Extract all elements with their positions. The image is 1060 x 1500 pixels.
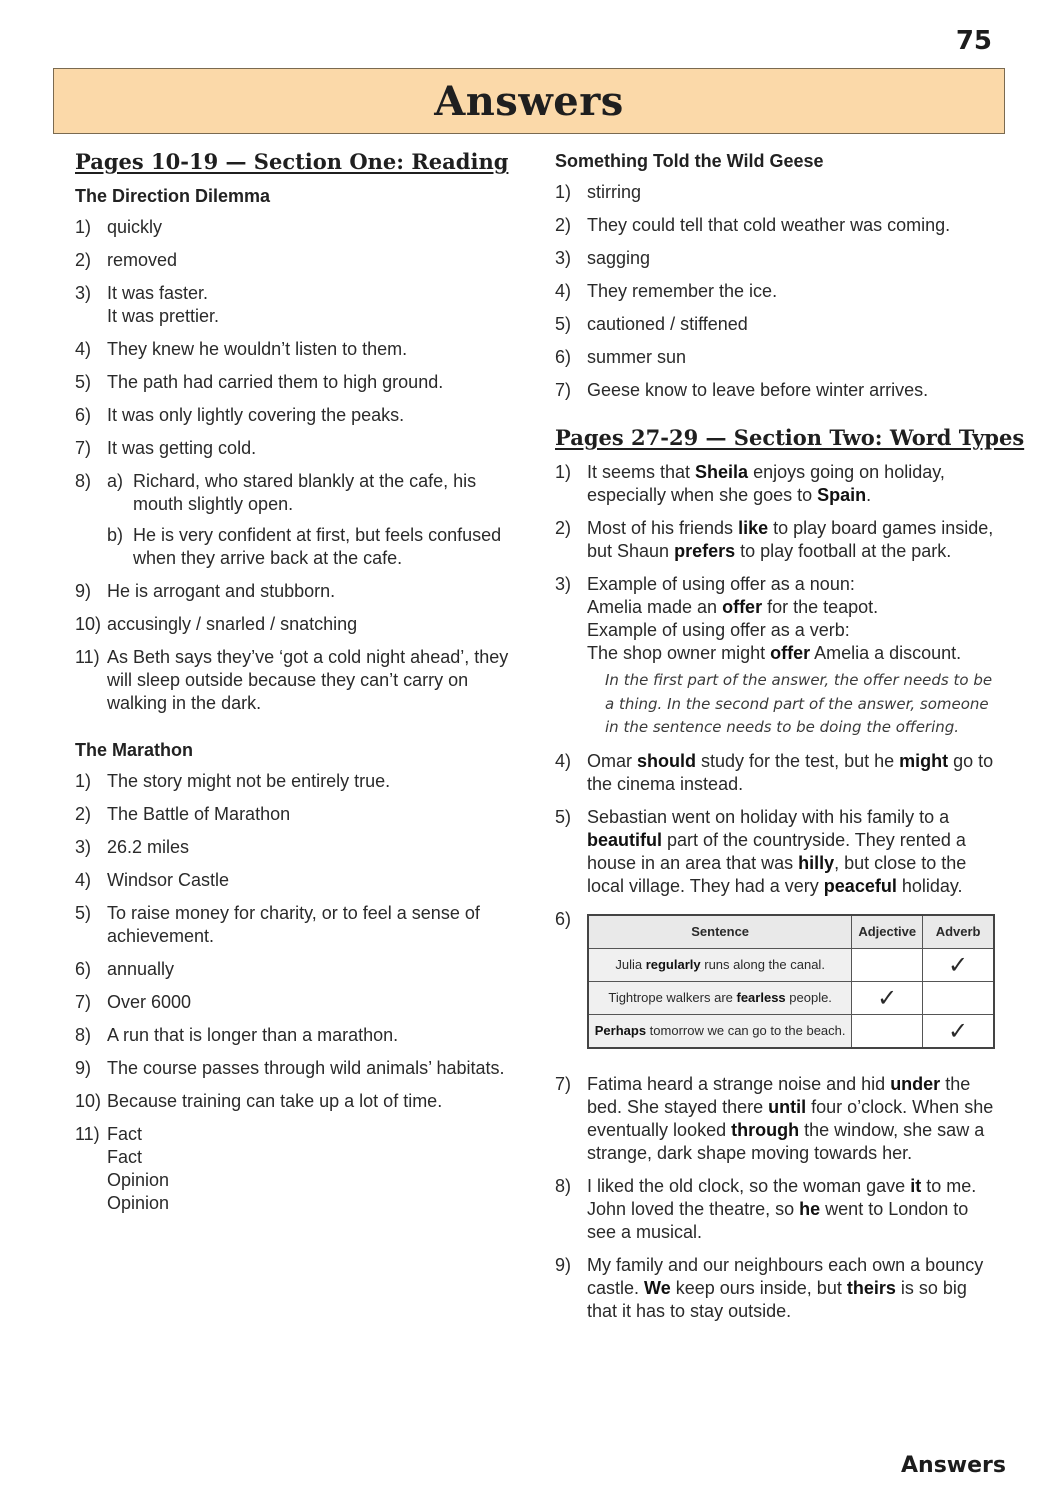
answer-item bbox=[75, 958, 515, 981]
answer-text bbox=[107, 282, 515, 328]
answer-text: 26.2 miles bbox=[107, 837, 190, 857]
answer-text bbox=[587, 1175, 995, 1244]
answer-item bbox=[555, 1073, 995, 1165]
answers-banner bbox=[53, 68, 1005, 134]
answer-text: They knew he wouldn’t listen to them. bbox=[107, 339, 408, 359]
answer-item bbox=[75, 613, 515, 636]
sub-text: Richard, who stared blankly at the cafe, his mouth slightly open. bbox=[133, 471, 477, 514]
page-number: 75 bbox=[955, 26, 992, 56]
answer-number: 3) bbox=[75, 837, 92, 857]
table-header: Sentence bbox=[588, 915, 852, 949]
answer-number: 1) bbox=[555, 182, 572, 202]
answer-number: 2) bbox=[75, 250, 92, 270]
answer-text: cautioned / stiffened bbox=[587, 314, 748, 334]
answer-text: Geese know to leave before winter arrives. bbox=[587, 380, 929, 400]
answer-note: In the first part of the answer, the offer needs to be a thing. In the second part of the answer, someone in the sentence needs to be doing the offering. bbox=[605, 671, 993, 736]
answer-line: It was faster. bbox=[107, 283, 209, 303]
answer-item bbox=[555, 313, 995, 336]
answer-item bbox=[555, 806, 995, 898]
answer-number: 4) bbox=[555, 750, 572, 771]
story-title-direction-dilemma: The Direction Dilemma bbox=[75, 186, 271, 206]
answer-text: Windsor Castle bbox=[107, 870, 230, 890]
answer-number: 8) bbox=[555, 1175, 572, 1196]
answer-text: accusingly / snarled / snatching bbox=[107, 614, 358, 634]
answer-text: They remember the ice. bbox=[587, 281, 778, 301]
answer-text: removed bbox=[107, 250, 178, 270]
answer-text: My family and our neighbours each own a bouncy castle. We keep ours inside, but theirs is so big that it has to stay outside. bbox=[587, 1254, 984, 1321]
answer-item bbox=[75, 470, 515, 570]
banner-title: Answers bbox=[434, 77, 624, 125]
right-column bbox=[555, 150, 1025, 1333]
left-column bbox=[75, 150, 515, 1225]
answer-item bbox=[75, 1090, 515, 1113]
answer-text: Omar should study for the test, but he might go to the cinema instead. bbox=[587, 750, 994, 794]
answer-line: I liked the old clock, so the woman gave it to me. bbox=[587, 1175, 977, 1196]
answer-number: 3) bbox=[555, 574, 572, 594]
sub-answer bbox=[107, 470, 515, 516]
answer-item bbox=[555, 750, 995, 796]
answer-item bbox=[75, 282, 515, 328]
story-title-wild-geese: Something Told the Wild Geese bbox=[555, 151, 824, 171]
table-cell-sentence: Perhaps tomorrow we can go to the beach. bbox=[588, 1014, 852, 1048]
answer-number: 11) bbox=[75, 1124, 100, 1144]
answer-text: It was only lightly covering the peaks. bbox=[107, 405, 405, 425]
answer-number: 9) bbox=[75, 581, 92, 601]
table-header: Adjective bbox=[852, 915, 923, 949]
answer-text bbox=[107, 470, 515, 570]
answer-number: 5) bbox=[555, 314, 572, 334]
answer-number: 7) bbox=[555, 1073, 572, 1094]
answer-number: 2) bbox=[555, 215, 572, 235]
answer-number: 6) bbox=[555, 908, 572, 929]
answer-text: They could tell that cold weather was coming. bbox=[587, 215, 951, 235]
table-header-row bbox=[588, 915, 994, 949]
answer-number: 10) bbox=[75, 614, 102, 634]
table-cell-adverb: ✓ bbox=[923, 948, 994, 981]
answer-item bbox=[75, 1057, 515, 1080]
story-title-marathon: The Marathon bbox=[75, 740, 194, 760]
answer-item bbox=[555, 1175, 995, 1244]
answer-number: 4) bbox=[75, 870, 92, 890]
table-cell-sentence: Julia regularly runs along the canal. bbox=[588, 948, 852, 981]
answer-text: It seems that Sheila enjoys going on holiday, especially when she goes to Spain. bbox=[587, 462, 945, 505]
answer-number: 3) bbox=[555, 248, 572, 268]
section-heading-reading: Pages 10-19 — Section One: Reading bbox=[75, 149, 509, 174]
answer-text bbox=[107, 1123, 515, 1215]
answer-number: 8) bbox=[75, 471, 92, 491]
answer-item bbox=[555, 379, 995, 402]
answer-line: Example of using offer as a verb: bbox=[587, 620, 850, 640]
answer-number: 7) bbox=[555, 380, 572, 400]
answer-number: 11) bbox=[75, 647, 100, 667]
answer-line: John loved the theatre, so he went to London to see a musical. bbox=[587, 1198, 969, 1242]
answer-text: The Battle of Marathon bbox=[107, 804, 291, 824]
table-cell-adverb bbox=[923, 981, 994, 1014]
table-row bbox=[588, 981, 994, 1014]
answer-number: 1) bbox=[75, 771, 92, 791]
answer-item bbox=[75, 1024, 515, 1047]
answer-number: 7) bbox=[75, 992, 92, 1012]
answer-item bbox=[75, 1123, 515, 1215]
table-cell-adjective bbox=[852, 1014, 923, 1048]
answer-text: It was getting cold. bbox=[107, 438, 257, 458]
answer-line: Opinion bbox=[107, 1193, 170, 1213]
answer-text: He is arrogant and stubborn. bbox=[107, 581, 336, 601]
answer-item bbox=[555, 346, 995, 369]
answer-number: 1) bbox=[555, 462, 572, 482]
table-cell-adjective: ✓ bbox=[852, 981, 923, 1014]
answer-text: annually bbox=[107, 959, 175, 979]
answer-number: 6) bbox=[75, 405, 92, 425]
answer-item bbox=[75, 836, 515, 859]
answer-item bbox=[75, 803, 515, 826]
answer-number: 3) bbox=[75, 283, 92, 303]
answer-number: 2) bbox=[555, 518, 572, 538]
answer-line: It was prettier. bbox=[107, 306, 220, 326]
sub-answer bbox=[107, 524, 515, 570]
answer-number: 10) bbox=[75, 1091, 102, 1111]
answer-item bbox=[555, 247, 995, 270]
footer-label: Answers bbox=[901, 1453, 1006, 1478]
answer-number: 6) bbox=[75, 959, 92, 979]
answer-text: sagging bbox=[587, 248, 651, 268]
answer-text bbox=[587, 573, 995, 740]
answer-number: 7) bbox=[75, 438, 92, 458]
answer-item bbox=[75, 437, 515, 460]
answer-text: As Beth says they’ve ‘got a cold night ahead’, they will sleep outside because they can’t carry on walking in the dark. bbox=[107, 647, 509, 713]
table-cell-adverb: ✓ bbox=[923, 1014, 994, 1048]
answer-item bbox=[75, 580, 515, 603]
sub-text: He is very confident at first, but feels confused when they arrive back at the cafe. bbox=[133, 525, 502, 568]
answer-item bbox=[75, 646, 515, 715]
answer-number: 6) bbox=[555, 347, 572, 367]
table-row bbox=[588, 1014, 994, 1048]
answer-item bbox=[75, 770, 515, 793]
answer-number: 4) bbox=[75, 339, 92, 359]
answer-number: 9) bbox=[75, 1058, 92, 1078]
section-heading-word-types: Pages 27-29 — Section Two: Word Types bbox=[555, 425, 1025, 450]
answer-number: 5) bbox=[75, 903, 92, 923]
answer-text: The story might not be entirely true. bbox=[107, 771, 391, 791]
word-type-table bbox=[587, 914, 995, 1049]
answer-text: Most of his friends like to play board games inside, but Shaun prefers to play football at the park. bbox=[587, 518, 994, 561]
answer-text: Fatima heard a strange noise and hid under the bed. She stayed there until four o’clock. When she eventually looked through the window, she saw a strange, dark shape moving towards her. bbox=[587, 1073, 994, 1163]
answer-number: 5) bbox=[555, 806, 572, 827]
answer-text: A run that is longer than a marathon. bbox=[107, 1025, 399, 1045]
answer-line: Fact bbox=[107, 1147, 143, 1167]
answer-text: Over 6000 bbox=[107, 992, 192, 1012]
answer-text: The path had carried them to high ground. bbox=[107, 372, 444, 392]
answer-text: stirring bbox=[587, 182, 642, 202]
sub-label: a) bbox=[107, 471, 124, 491]
answer-item bbox=[75, 991, 515, 1014]
answer-line: Fact bbox=[107, 1124, 143, 1144]
answer-item bbox=[75, 338, 515, 361]
answer-number: 5) bbox=[75, 372, 92, 392]
answer-item bbox=[75, 216, 515, 239]
answer-text: summer sun bbox=[587, 347, 687, 367]
answer-line: Amelia made an offer for the teapot. bbox=[587, 597, 879, 617]
answer-text: quickly bbox=[107, 217, 163, 237]
answer-number: 9) bbox=[555, 1254, 572, 1275]
answer-item bbox=[555, 517, 995, 563]
table-row bbox=[588, 948, 994, 981]
answer-item bbox=[555, 181, 995, 204]
answer-item bbox=[555, 573, 995, 740]
answer-text: The course passes through wild animals’ habitats. bbox=[107, 1058, 505, 1078]
table-header: Adverb bbox=[923, 915, 994, 949]
answer-item bbox=[555, 908, 995, 1049]
answer-number: 1) bbox=[75, 217, 92, 237]
answer-item bbox=[75, 869, 515, 892]
answer-number: 8) bbox=[75, 1025, 92, 1045]
answer-item bbox=[555, 280, 995, 303]
answer-text: Because training can take up a lot of time. bbox=[107, 1091, 443, 1111]
answer-text: Sebastian went on holiday with his family to a beautiful part of the countryside. They rented a house in an area that was hilly, but close to the local village. They had a very peaceful holiday. bbox=[587, 806, 967, 896]
answer-item bbox=[555, 1254, 995, 1323]
sub-label: b) bbox=[107, 525, 124, 545]
answer-item bbox=[75, 249, 515, 272]
table-cell-adjective bbox=[852, 948, 923, 981]
answer-item bbox=[75, 371, 515, 394]
answer-item bbox=[555, 214, 995, 237]
answer-item bbox=[75, 902, 515, 948]
answer-line: The shop owner might offer Amelia a discount. bbox=[587, 643, 962, 663]
answer-line: Example of using offer as a noun: bbox=[587, 574, 855, 594]
answer-number: 4) bbox=[555, 281, 572, 301]
answer-line: Opinion bbox=[107, 1170, 170, 1190]
answer-number: 2) bbox=[75, 804, 92, 824]
answer-item bbox=[555, 461, 995, 507]
answer-text: To raise money for charity, or to feel a sense of achievement. bbox=[107, 903, 480, 946]
answer-item bbox=[75, 404, 515, 427]
answer-table-wrap bbox=[587, 908, 995, 1049]
table-cell-sentence: Tightrope walkers are fearless people. bbox=[588, 981, 852, 1014]
